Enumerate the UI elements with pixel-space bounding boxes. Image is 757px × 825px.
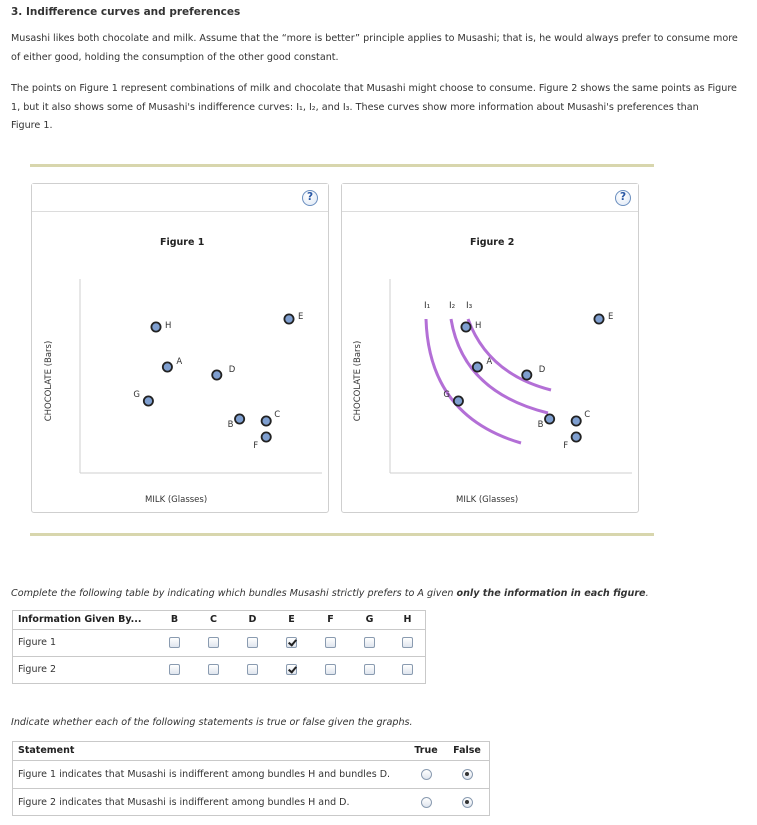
- question-heading: 3. Indifference curves and preferences: [11, 6, 241, 18]
- table-row: [12, 629, 426, 656]
- col-header-F: F: [311, 610, 350, 629]
- checkbox-figure2-C[interactable]: [208, 664, 219, 675]
- figure2-y-axis-label: CHOCOLATE (Bars): [353, 340, 363, 422]
- col-header-G: G: [350, 610, 389, 629]
- point-label-B: B: [537, 420, 544, 430]
- point-label-C: C: [274, 410, 281, 420]
- point-H: [461, 322, 470, 331]
- point-H: [151, 322, 160, 331]
- point-D: [522, 370, 531, 379]
- point-F: [262, 432, 271, 441]
- statement-2-text: Figure 2 indicates that Musashi is indifferent among bundles H and D.: [18, 796, 350, 808]
- checkbox-figure1-H[interactable]: [402, 637, 413, 648]
- figures-description-line-3: Figure 1.: [11, 120, 53, 131]
- point-D: [212, 370, 221, 379]
- figure1-x-axis-label: MILK (Glasses): [145, 495, 208, 505]
- point-label-D: D: [538, 365, 546, 375]
- point-E: [284, 314, 293, 323]
- col-header-B: B: [155, 610, 194, 629]
- point-label-H: H: [165, 321, 172, 331]
- point-G: [144, 396, 153, 405]
- checkbox-figure1-F[interactable]: [325, 637, 336, 648]
- col-header-E: E: [272, 610, 311, 629]
- indifference-curve-i1: [426, 319, 521, 443]
- preference-table: [12, 610, 426, 683]
- statement-1-false-radio[interactable]: [462, 769, 473, 780]
- point-label-E: E: [298, 312, 304, 322]
- figures-description: [11, 80, 746, 136]
- table2-instruction: Indicate whether each of the following statements is true or false given the graphs.: [11, 717, 413, 728]
- intro-paragraph: [11, 30, 746, 67]
- point-label-B: B: [227, 420, 234, 430]
- figure2-help-icon[interactable]: ?: [615, 190, 631, 206]
- point-label-C: C: [584, 410, 591, 420]
- true-header: True: [408, 741, 444, 760]
- statement-table: [12, 741, 490, 816]
- checkbox-figure2-F[interactable]: [325, 664, 336, 675]
- divider-bottom: [30, 533, 654, 536]
- checkbox-figure1-D[interactable]: [247, 637, 258, 648]
- figure1-help-icon[interactable]: ?: [302, 190, 318, 206]
- intro-line-1: Musashi likes both chocolate and milk. Assume that the “more is better” principle applies to Musashi; that is, he would always prefer to consume more: [11, 33, 738, 44]
- figure2-plot-area: [390, 279, 632, 473]
- figure2-chart: [342, 184, 640, 514]
- statement-1-true-radio[interactable]: [421, 769, 432, 780]
- point-label-G: G: [443, 390, 450, 400]
- point-C: [262, 416, 271, 425]
- checkbox-figure1-B[interactable]: [169, 637, 180, 648]
- curve-label-i2: I₂: [449, 301, 456, 311]
- checkbox-figure2-H[interactable]: [402, 664, 413, 675]
- statement-header: Statement: [12, 741, 408, 760]
- point-A: [473, 362, 482, 371]
- info-given-by-header: Information Given By...: [12, 610, 155, 629]
- row-label-figure2: Figure 2: [18, 664, 57, 676]
- row-label-figure1: Figure 1: [12, 629, 155, 656]
- checkbox-figure1-E[interactable]: [286, 637, 297, 648]
- point-label-H: H: [475, 321, 482, 331]
- point-label-G: G: [133, 390, 140, 400]
- figure2-panel: [341, 183, 639, 513]
- point-label-F: F: [563, 441, 569, 451]
- checkbox-figure1-C[interactable]: [208, 637, 219, 648]
- figure1-title: Figure 1: [160, 237, 205, 248]
- point-G: [454, 396, 463, 405]
- preference-table-header: [12, 610, 426, 629]
- point-label-D: D: [228, 365, 236, 375]
- point-label-E: E: [608, 312, 614, 322]
- point-B: [235, 414, 244, 423]
- curve-label-i1: I₁: [424, 301, 431, 311]
- table1-instruction-suffix: .: [645, 588, 649, 599]
- checkbox-figure2-B[interactable]: [169, 664, 180, 675]
- curve-label-i3: I₃: [466, 301, 473, 311]
- table-row: [12, 656, 426, 683]
- table-row: [12, 760, 490, 788]
- figures-description-line-1: The points on Figure 1 represent combinations of milk and chocolate that Musashi might choose to consume. Figure 2 shows the same points as Figure: [11, 83, 737, 94]
- point-F: [572, 432, 581, 441]
- figures-description-line-2: 1, but it also shows some of Musashi's indifference curves: I₁, I₂, and I₃. These curves show more information about Musashi's preferences than: [11, 101, 699, 113]
- checkbox-figure1-G[interactable]: [364, 637, 375, 648]
- statement-1-text: Figure 1 indicates that Musashi is indifferent among bundles H and bundles D.: [12, 760, 408, 788]
- point-E: [594, 314, 603, 323]
- figure1-y-axis-label: CHOCOLATE (Bars): [44, 340, 54, 422]
- col-header-D: D: [233, 610, 272, 629]
- statement-2-false-radio[interactable]: [462, 797, 473, 808]
- table1-instruction: [11, 588, 649, 599]
- false-header: False: [444, 741, 490, 760]
- figure1-plot-area: [80, 279, 322, 473]
- point-label-A: A: [176, 357, 183, 367]
- point-A: [163, 362, 172, 371]
- point-label-F: F: [253, 441, 259, 451]
- point-C: [572, 416, 581, 425]
- checkbox-figure2-E[interactable]: [286, 664, 297, 675]
- figure2-x-axis-label: MILK (Glasses): [456, 495, 519, 505]
- point-label-A: A: [486, 357, 493, 367]
- statement-2-true-radio[interactable]: [421, 797, 432, 808]
- figure1-chart: [32, 184, 330, 514]
- col-header-C: C: [194, 610, 233, 629]
- statement-table-header: [12, 741, 490, 760]
- checkbox-figure2-G[interactable]: [364, 664, 375, 675]
- figure2-title: Figure 2: [470, 237, 515, 248]
- figure1-panel: [31, 183, 329, 513]
- checkbox-figure2-D[interactable]: [247, 664, 258, 675]
- point-B: [545, 414, 554, 423]
- col-header-H: H: [389, 610, 426, 629]
- intro-line-2: of either good, holding the consumption of the other good constant.: [11, 51, 339, 63]
- table1-instruction-emphasis: only the information in each figure: [456, 588, 646, 599]
- divider-top: [30, 164, 654, 167]
- table1-instruction-prefix: Complete the following table by indicating which bundles Musashi strictly prefers to A given: [11, 588, 457, 599]
- table-row: [12, 788, 490, 816]
